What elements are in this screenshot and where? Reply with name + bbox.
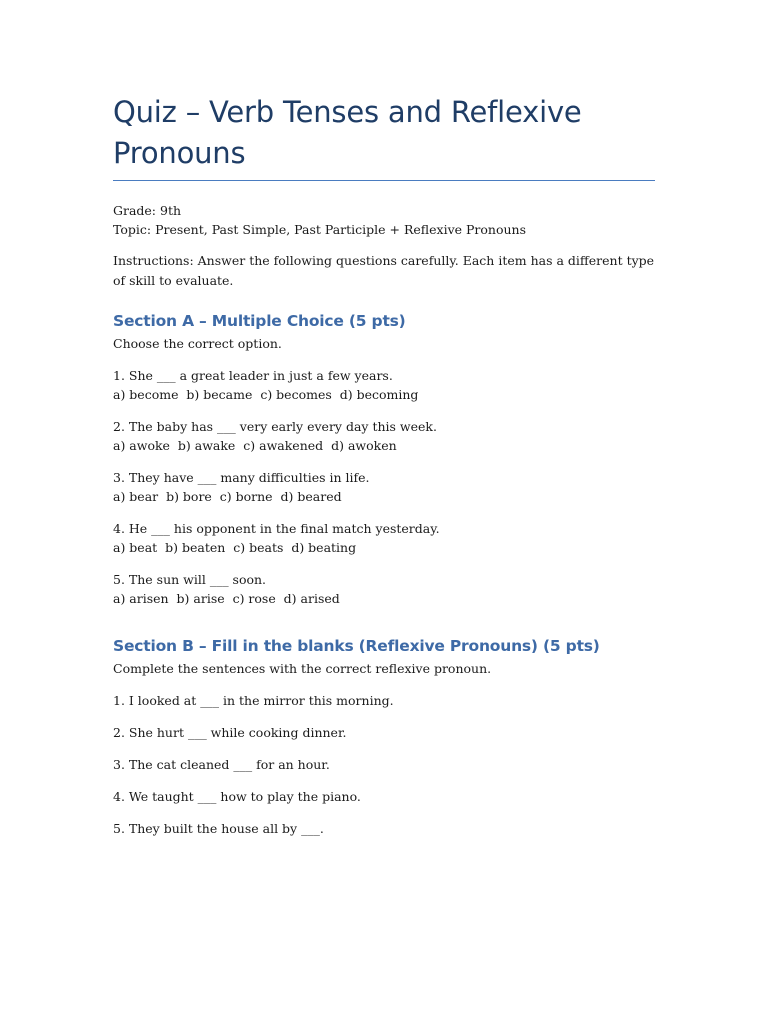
question-a2 [113,417,655,455]
question-options: a) awoke b) awake c) awakened d) awoken [113,438,397,453]
page-title: Quiz – Verb Tenses and Reflexive Pronouns [113,92,655,181]
question-b2: 2. She hurt ___ while cooking dinner. [113,725,347,740]
question-b4: 4. We taught ___ how to play the piano. [113,789,361,804]
question-text: 2. The baby has ___ very early every day this week. [113,419,437,434]
question-options: a) become b) became c) becomes d) becoming [113,387,419,402]
question-a1 [113,366,655,404]
question-a5 [113,570,655,608]
question-options: a) bear b) bore c) borne d) beared [113,489,342,504]
question-b3: 3. The cat cleaned ___ for an hour. [113,757,330,772]
question-b5: 5. They built the house all by ___. [113,821,324,836]
instructions-text: Instructions: Answer the following questions carefully. Each item has a different type of skill to evaluate. [113,253,655,288]
section-a-questions [113,366,655,608]
question-text: 5. The sun will ___ soon. [113,572,267,587]
question-b1: 1. I looked at ___ in the mirror this morning. [113,693,394,708]
question-options: a) arisen b) arise c) rose d) arised [113,591,340,606]
section-a-heading: Section A – Multiple Choice (5 pts) [113,312,406,330]
question-text: 4. He ___ his opponent in the final match yesterday. [113,521,440,536]
section-a-intro: Choose the correct option. [113,336,282,351]
section-b-heading: Section B – Fill in the blanks (Reflexive Pronouns) (5 pts) [113,637,600,655]
topic-line: Topic: Present, Past Simple, Past Participle + Reflexive Pronouns [113,222,527,237]
section-b-intro: Complete the sentences with the correct reflexive pronoun. [113,661,492,676]
question-text: 1. She ___ a great leader in just a few years. [113,368,393,383]
question-options: a) beat b) beaten c) beats d) beating [113,540,357,555]
document-page [113,92,655,838]
question-a4 [113,519,655,557]
quiz-meta [113,201,655,239]
question-text: 3. They have ___ many difficulties in life. [113,470,370,485]
section-b-questions [113,691,655,838]
question-a3 [113,468,655,506]
grade-line: Grade: 9th [113,203,182,218]
